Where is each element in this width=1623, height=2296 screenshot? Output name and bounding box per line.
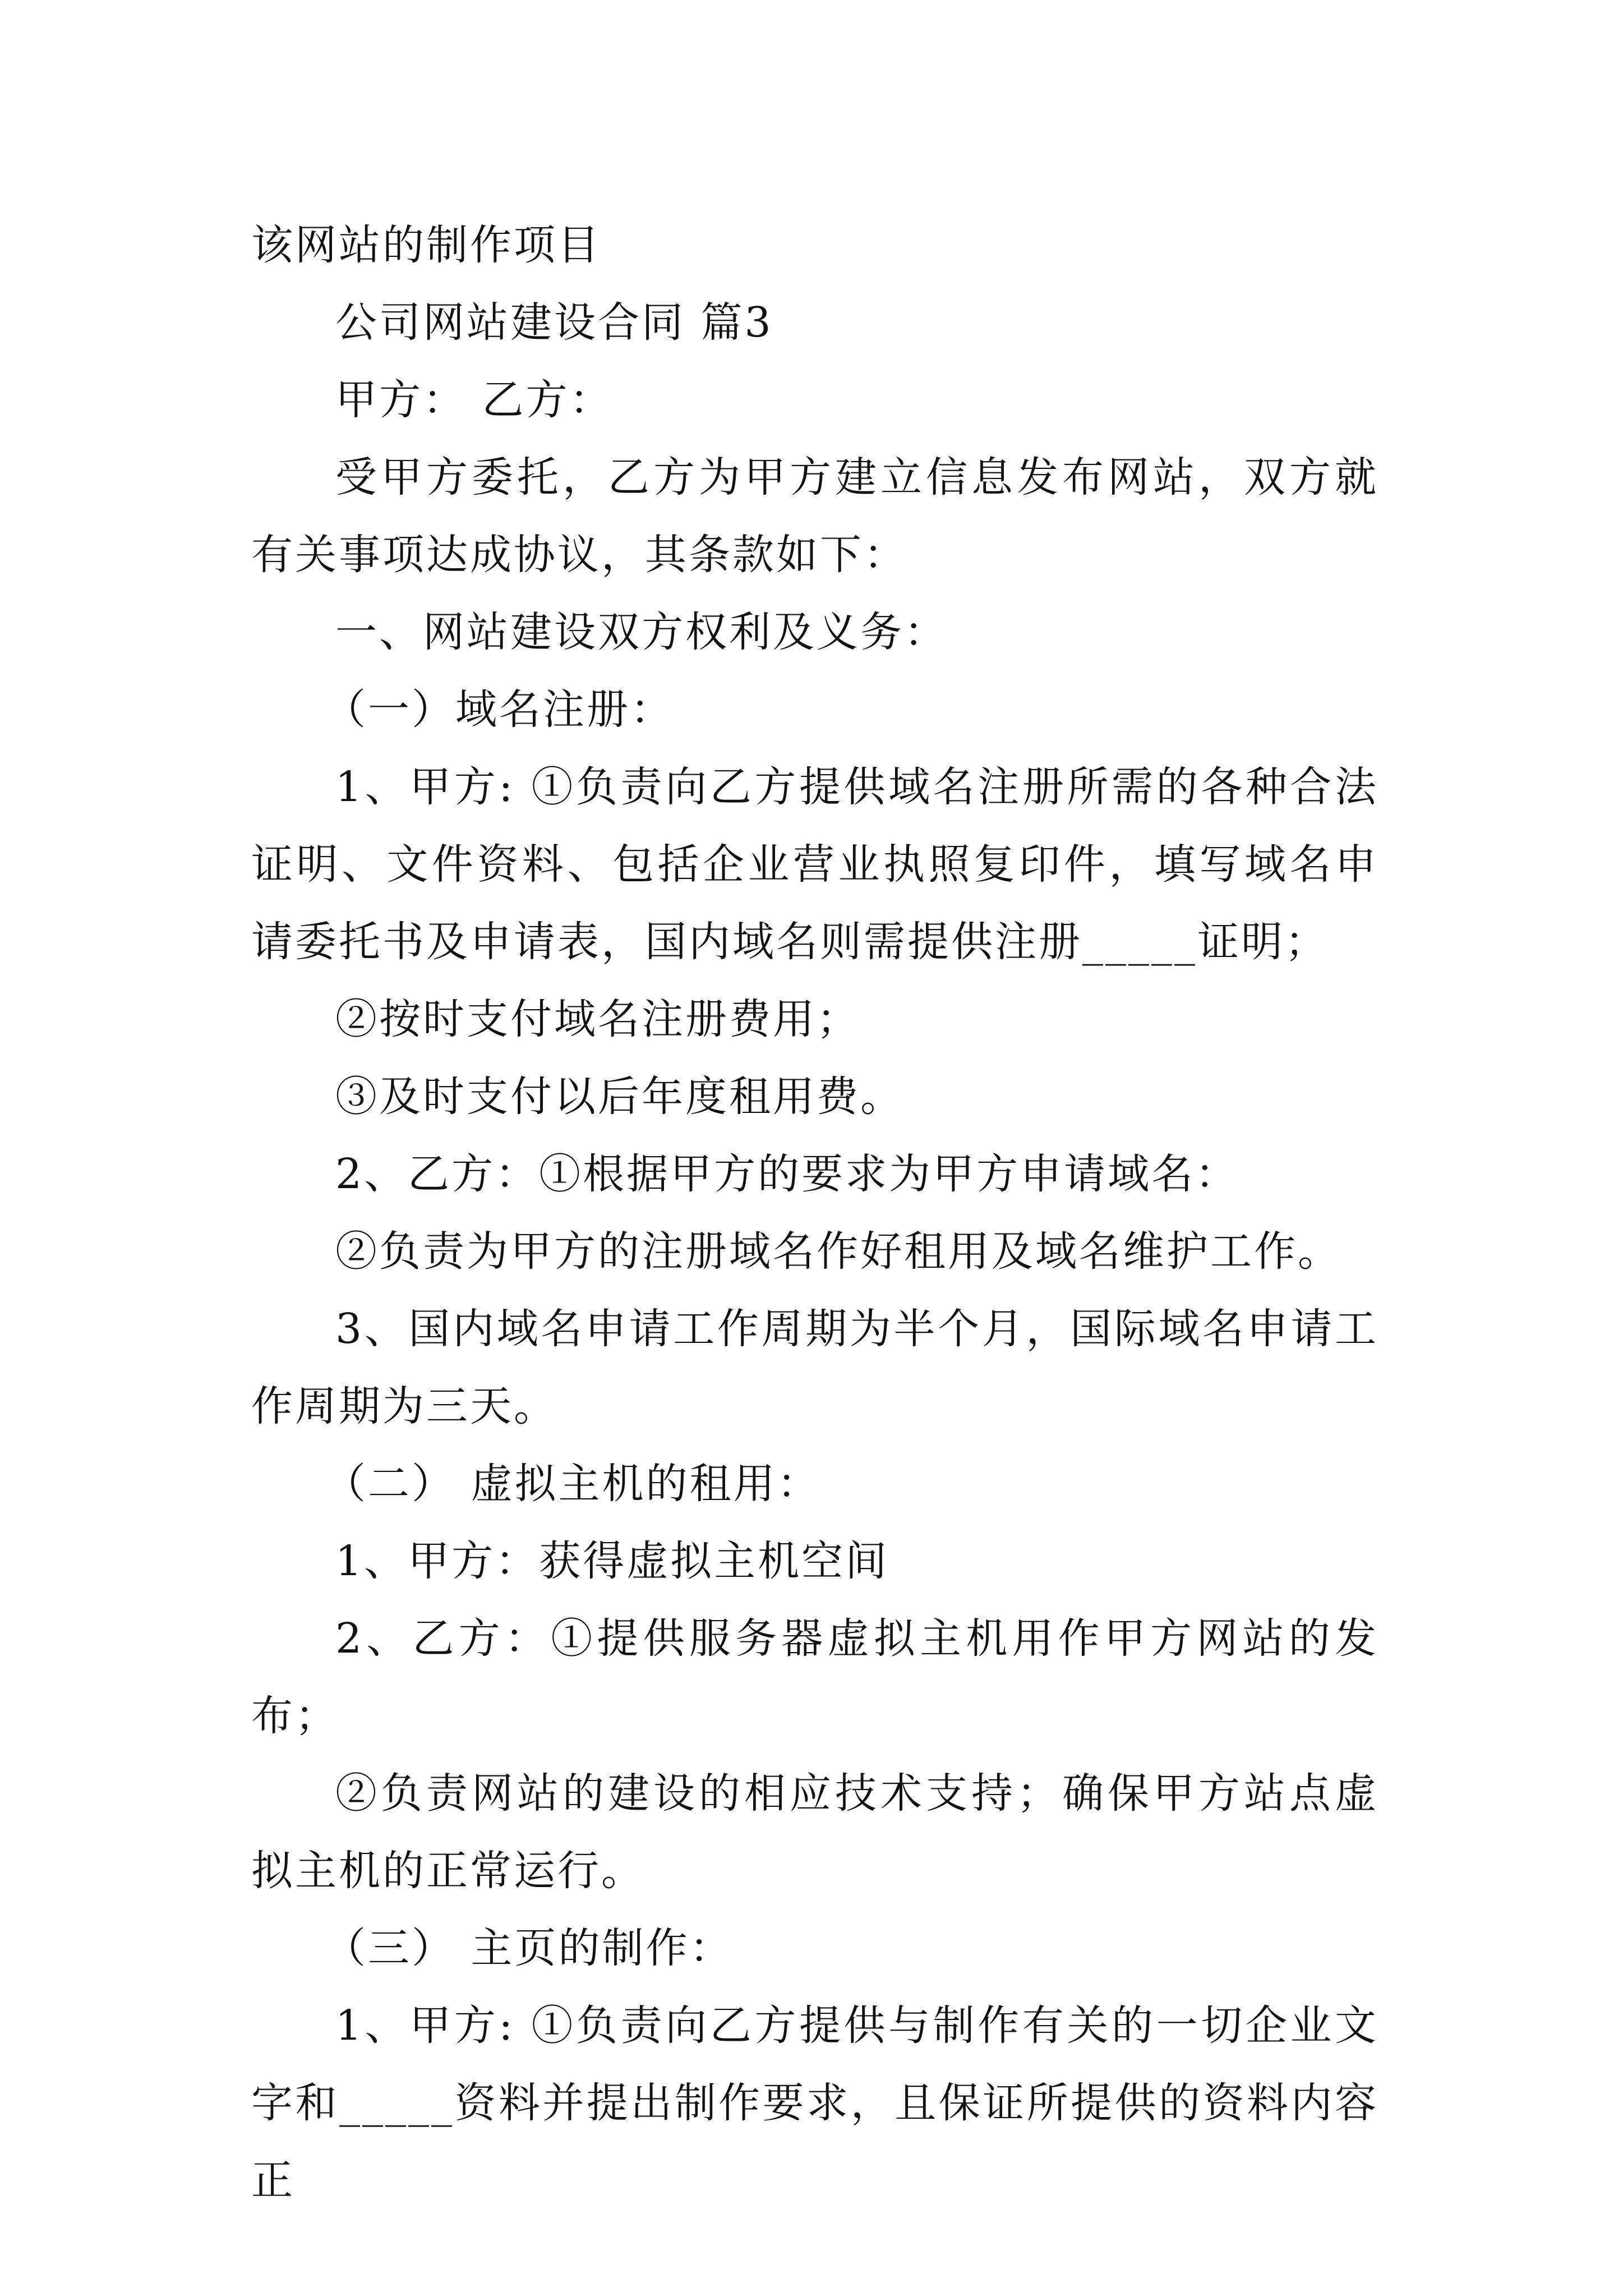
paragraph-homepage-party-a: 1、甲方: ①负责向乙方提供与制作有关的一切企业文字和_____资料并提出制作要求，且保证所提供的资料内容正	[251, 2001, 1378, 2205]
subclause-heading-domain: （一）域名注册：	[324, 685, 674, 734]
paragraph-domain-maintenance: ②负责为甲方的注册域名作好租用及域名维护工作。	[335, 1227, 1341, 1276]
paragraph-hosting-party-b: 2、乙方：①提供服务器虚拟主机用作甲方网站的发布；	[251, 1614, 1378, 1740]
subclause-heading-hosting: （二） 虚拟主机的租用：	[324, 1460, 821, 1508]
paragraph-domain-rent: ③及时支付以后年度租用费。	[335, 1073, 904, 1121]
clause-heading-rights: 一、网站建设双方权利及义务：	[335, 608, 948, 656]
paragraph-intro: 受甲方委托，乙方为甲方建立信息发布网站，双方就有关事项达成协议，其条款如下：	[251, 453, 1378, 579]
paragraph-hosting-support: ②负责网站的建设的相应技术支持；确保甲方站点虚拟主机的正常运行。	[251, 1769, 1378, 1895]
paragraph-domain-party-a: 1、甲方: ①负责向乙方提供域名注册所需的各种合法证明、文件资料、包括企业营业执照复印件，填写域名申请委托书及申请表，国内域名则需提供注册_____证明；	[251, 763, 1378, 966]
section-heading: 公司网站建设合同 篇3	[335, 298, 773, 347]
subclause-heading-homepage: （三） 主页的制作：	[324, 1924, 734, 1972]
paragraph-hosting-party-a: 1、甲方：获得虚拟主机空间	[335, 1537, 889, 1585]
paragraph-domain-fee: ②按时支付域名注册费用；	[335, 995, 860, 1043]
document-body	[251, 206, 1378, 2219]
paragraph-domain-period: 3、国内域名申请工作周期为半个月，国际域名申请工作周期为三天。	[251, 1305, 1378, 1430]
paragraph-domain-party-b: 2、乙方：①根据甲方的要求为甲方申请域名：	[335, 1150, 1239, 1198]
parties-line: 甲方： 乙方：	[335, 376, 614, 424]
paragraph-continuation: 该网站的制作项目	[251, 221, 601, 269]
